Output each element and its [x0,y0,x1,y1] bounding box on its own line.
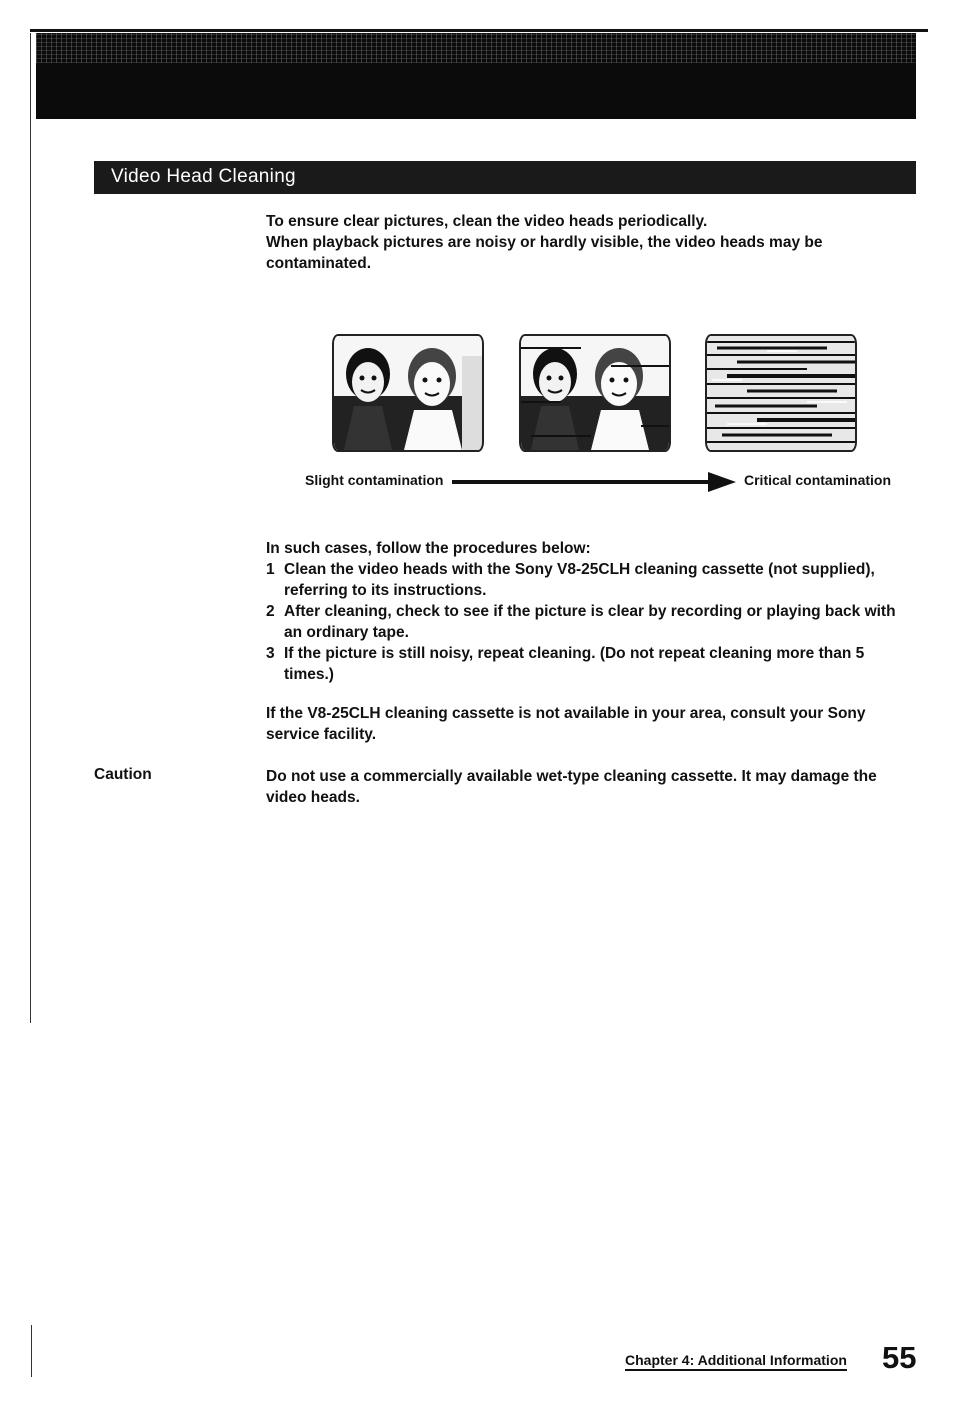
step-text: Clean the video heads with the Sony V8-25CLH cleaning cassette (not supplied), referring to its instructions. [284,561,875,599]
label-critical-contamination: Critical contamination [744,472,892,488]
procedure-steps [266,559,916,685]
section-title: Video Head Cleaning [111,166,296,187]
page-number: 55 [882,1340,917,1375]
section-title-bar [94,161,916,194]
step-number: 1 [266,561,275,578]
caution-paragraph [266,766,916,808]
label-slight-contamination: Slight contamination [305,472,444,488]
step-number: 2 [266,603,275,620]
intro-line-1: To ensure clear pictures, clean the video heads periodically. [266,213,708,230]
intro-line-2: When playback pictures are noisy or hardly visible, the video heads may be contaminated. [266,234,823,272]
tv-screen-slight [519,334,671,452]
step-text: If the picture is still noisy, repeat cleaning. (Do not repeat cleaning more than 5 times.) [284,645,865,683]
procedure-step [266,601,916,643]
caution-label: Caution [94,766,152,783]
footer-chapter-title: Chapter 4: Additional Information [625,1352,847,1371]
step-number: 3 [266,645,275,662]
tv-screen-clear [332,334,484,452]
procedures-lead: In such cases, follow the procedures below: [266,540,591,557]
caution-text: Do not use a commercially available wet-type cleaning cassette. It may damage the video heads. [266,768,877,806]
tv-screen-critical [705,334,857,452]
step-text: After cleaning, check to see if the picture is clear by recording or playing back with an ordinary tape. [284,603,896,641]
margin-line-lower [31,1325,32,1377]
procedure-step [266,559,916,601]
margin-line [30,33,31,1023]
availability-paragraph [266,703,916,745]
intro-paragraph [266,211,916,274]
procedures-section [266,538,916,685]
procedure-step [266,643,916,685]
availability-text: If the V8-25CLH cleaning cassette is not available in your area, consult your Sony service facility. [266,705,866,743]
header-banner [36,33,916,119]
contamination-scale [0,470,954,494]
top-rule [30,29,928,32]
contamination-arrow [452,470,738,494]
